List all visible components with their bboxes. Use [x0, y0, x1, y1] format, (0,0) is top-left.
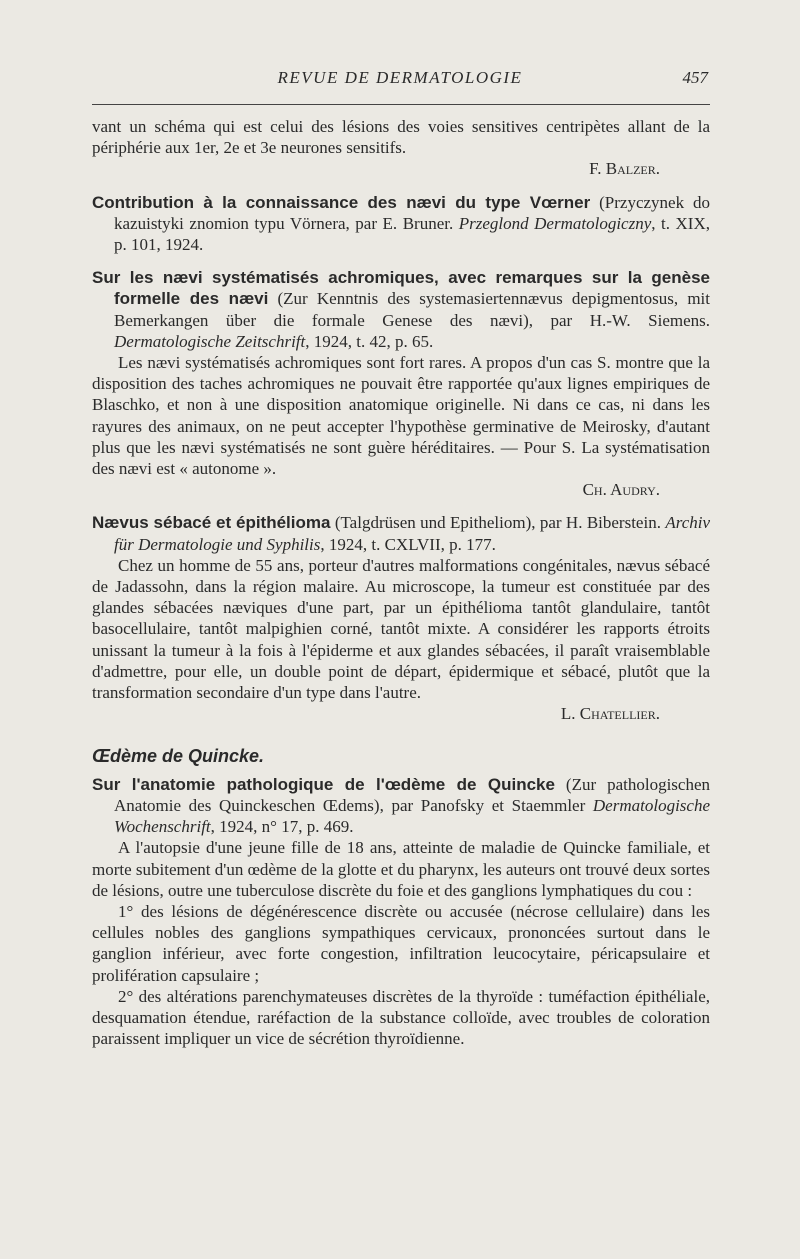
entry-citation: (Zur pathologischen Anatomie des Quinckeschen Œdems), par Panofsky et Staemmler	[114, 774, 710, 815]
entry-citation: (Zur Kenntnis des systemasiertennævus depigmentosus, mit Bemerkangen über die formale Genese des nævi), par H.-W. Siemens.	[114, 289, 710, 330]
entry-journal: Przeglond Dermatologiczny	[458, 213, 652, 233]
running-title: REVUE DE DERMATOLOGIE	[277, 68, 523, 87]
entry-body: A l'autopsie d'une jeune fille de 18 ans, atteinte de maladie de Quincke familiale, et morte subitement d'un œdème de la glotte et du pharynx, les auteurs ont trouvé deux sortes de lésions, outre une tuberculose discrète du foie et des ganglions lymphatiques du cou :	[92, 838, 710, 900]
page-body	[92, 116, 710, 1049]
entry-heading-line	[92, 267, 710, 352]
review-entry-naevi-systematises	[92, 267, 710, 500]
entry-heading-line	[92, 774, 710, 838]
entry-details: , 1924, t. CXLVII, p. 177.	[320, 534, 496, 554]
entry-details: , t. XIX, p. 101, 1924.	[114, 213, 710, 255]
header-rule	[92, 104, 710, 105]
signature-balzer: F. Balzer.	[589, 159, 660, 179]
review-entry-naevus-sebace	[92, 512, 710, 724]
entry-citation: (Talgdrüsen und Epitheliom), par H. Biberstein.	[334, 513, 661, 533]
entry-body: Chez un homme de 55 ans, porteur d'autres malformations congénitales, nævus sébacé de Jadassohn, dans la région malaire. Au microscope, la tumeur est constituée par des glandes sébacées næviques d'une part, par un épithélioma tantôt glandulaire, tantôt basocellulaire, tantôt malpighien corné, tantôt mixte. A considérer les rapports étroits unissant la tumeur à la fois à l'épiderme et aux glandes sébacées, il paraît vraisemblable d'admettre, pour elle, un double point de départ, épidermique et sébacé, plutôt que la transformation secondaire d'un type dans l'autre.	[92, 555, 710, 703]
page-number: 457	[682, 68, 708, 87]
entry-heading-line	[92, 512, 710, 554]
entry-journal: Dermatologische Zeitschrift	[114, 331, 306, 351]
entry-details: , 1924, n° 17, p. 469.	[210, 817, 354, 837]
signature-chatellier: L. Chatellier.	[560, 704, 660, 724]
entry-details: , 1924, t. 42, p. 65.	[305, 331, 434, 351]
carryover-paragraph: vant un schéma qui est celui des lésions des voies sensitives centripètes allant de la périphérie aux 1er, 2e et 3e neurones sensitifs.	[92, 117, 710, 158]
entry-body: Les nævi systématisés achromiques sont fort rares. A propos d'un cas S. montre que la disposition des taches achromiques ne pouvait être rapportée qu'aux lignes empiriques de Blaschko, et non à une disposition anatomique originelle. Ni dans ce cas, ni dans les rayures des animaux, on ne peut accepter l'hypothèse germinative de Meirosky, d'autant plus que les nævi systématisés ne sont guère héréditaires. — Pour S. La systématisation des nævi est « autonome ».	[92, 353, 710, 479]
section-title: Œdème de Quincke.	[92, 746, 265, 767]
entry-citation: (Przyczynek do kazuistyki znomion typu Vörnera, par E. Bruner.	[114, 192, 710, 233]
entry-heading: Contribution à la connaissance des nævi du type Vœrner	[92, 192, 591, 212]
entry-journal: Dermatologische Wochenschrift	[114, 795, 710, 837]
entry-body-item-2: 2° des altérations parenchymateuses discrètes de la thyroïde : tuméfaction épithéliale, desquamation étendue, raréfaction de la substance colloïde, avec troubles de coloration paraissent impliquer un vice de sécrétion thyroïdienne.	[92, 986, 710, 1049]
review-entry-oedeme-quincke	[92, 774, 710, 1050]
entry-journal: Archiv für Dermatologie und Syphilis	[114, 513, 711, 554]
entry-heading: Sur l'anatomie pathologique de l'œdème de Quincke	[92, 774, 555, 794]
running-head	[0, 68, 800, 96]
entry-heading: Sur les nævi systématisés achromiques, avec remarques sur la genèse formelle des nævi	[92, 268, 710, 309]
entry-heading-line	[92, 192, 710, 256]
review-entry-naevi-voerner	[92, 192, 710, 256]
entry-heading: Nævus sébacé et épithélioma	[92, 513, 331, 533]
entry-body-item-1: 1° des lésions de dégénérescence discrète ou accusée (nécrose cellulaire) dans les cellules nobles des ganglions sympathiques cervicaux, prononcées surtout dans le ganglion inférieur, avec forte congestion, infiltration leucocytaire, péricapsulaire et prolifération capsulaire ;	[92, 901, 710, 985]
signature-audry: Ch. Audry.	[582, 480, 660, 500]
